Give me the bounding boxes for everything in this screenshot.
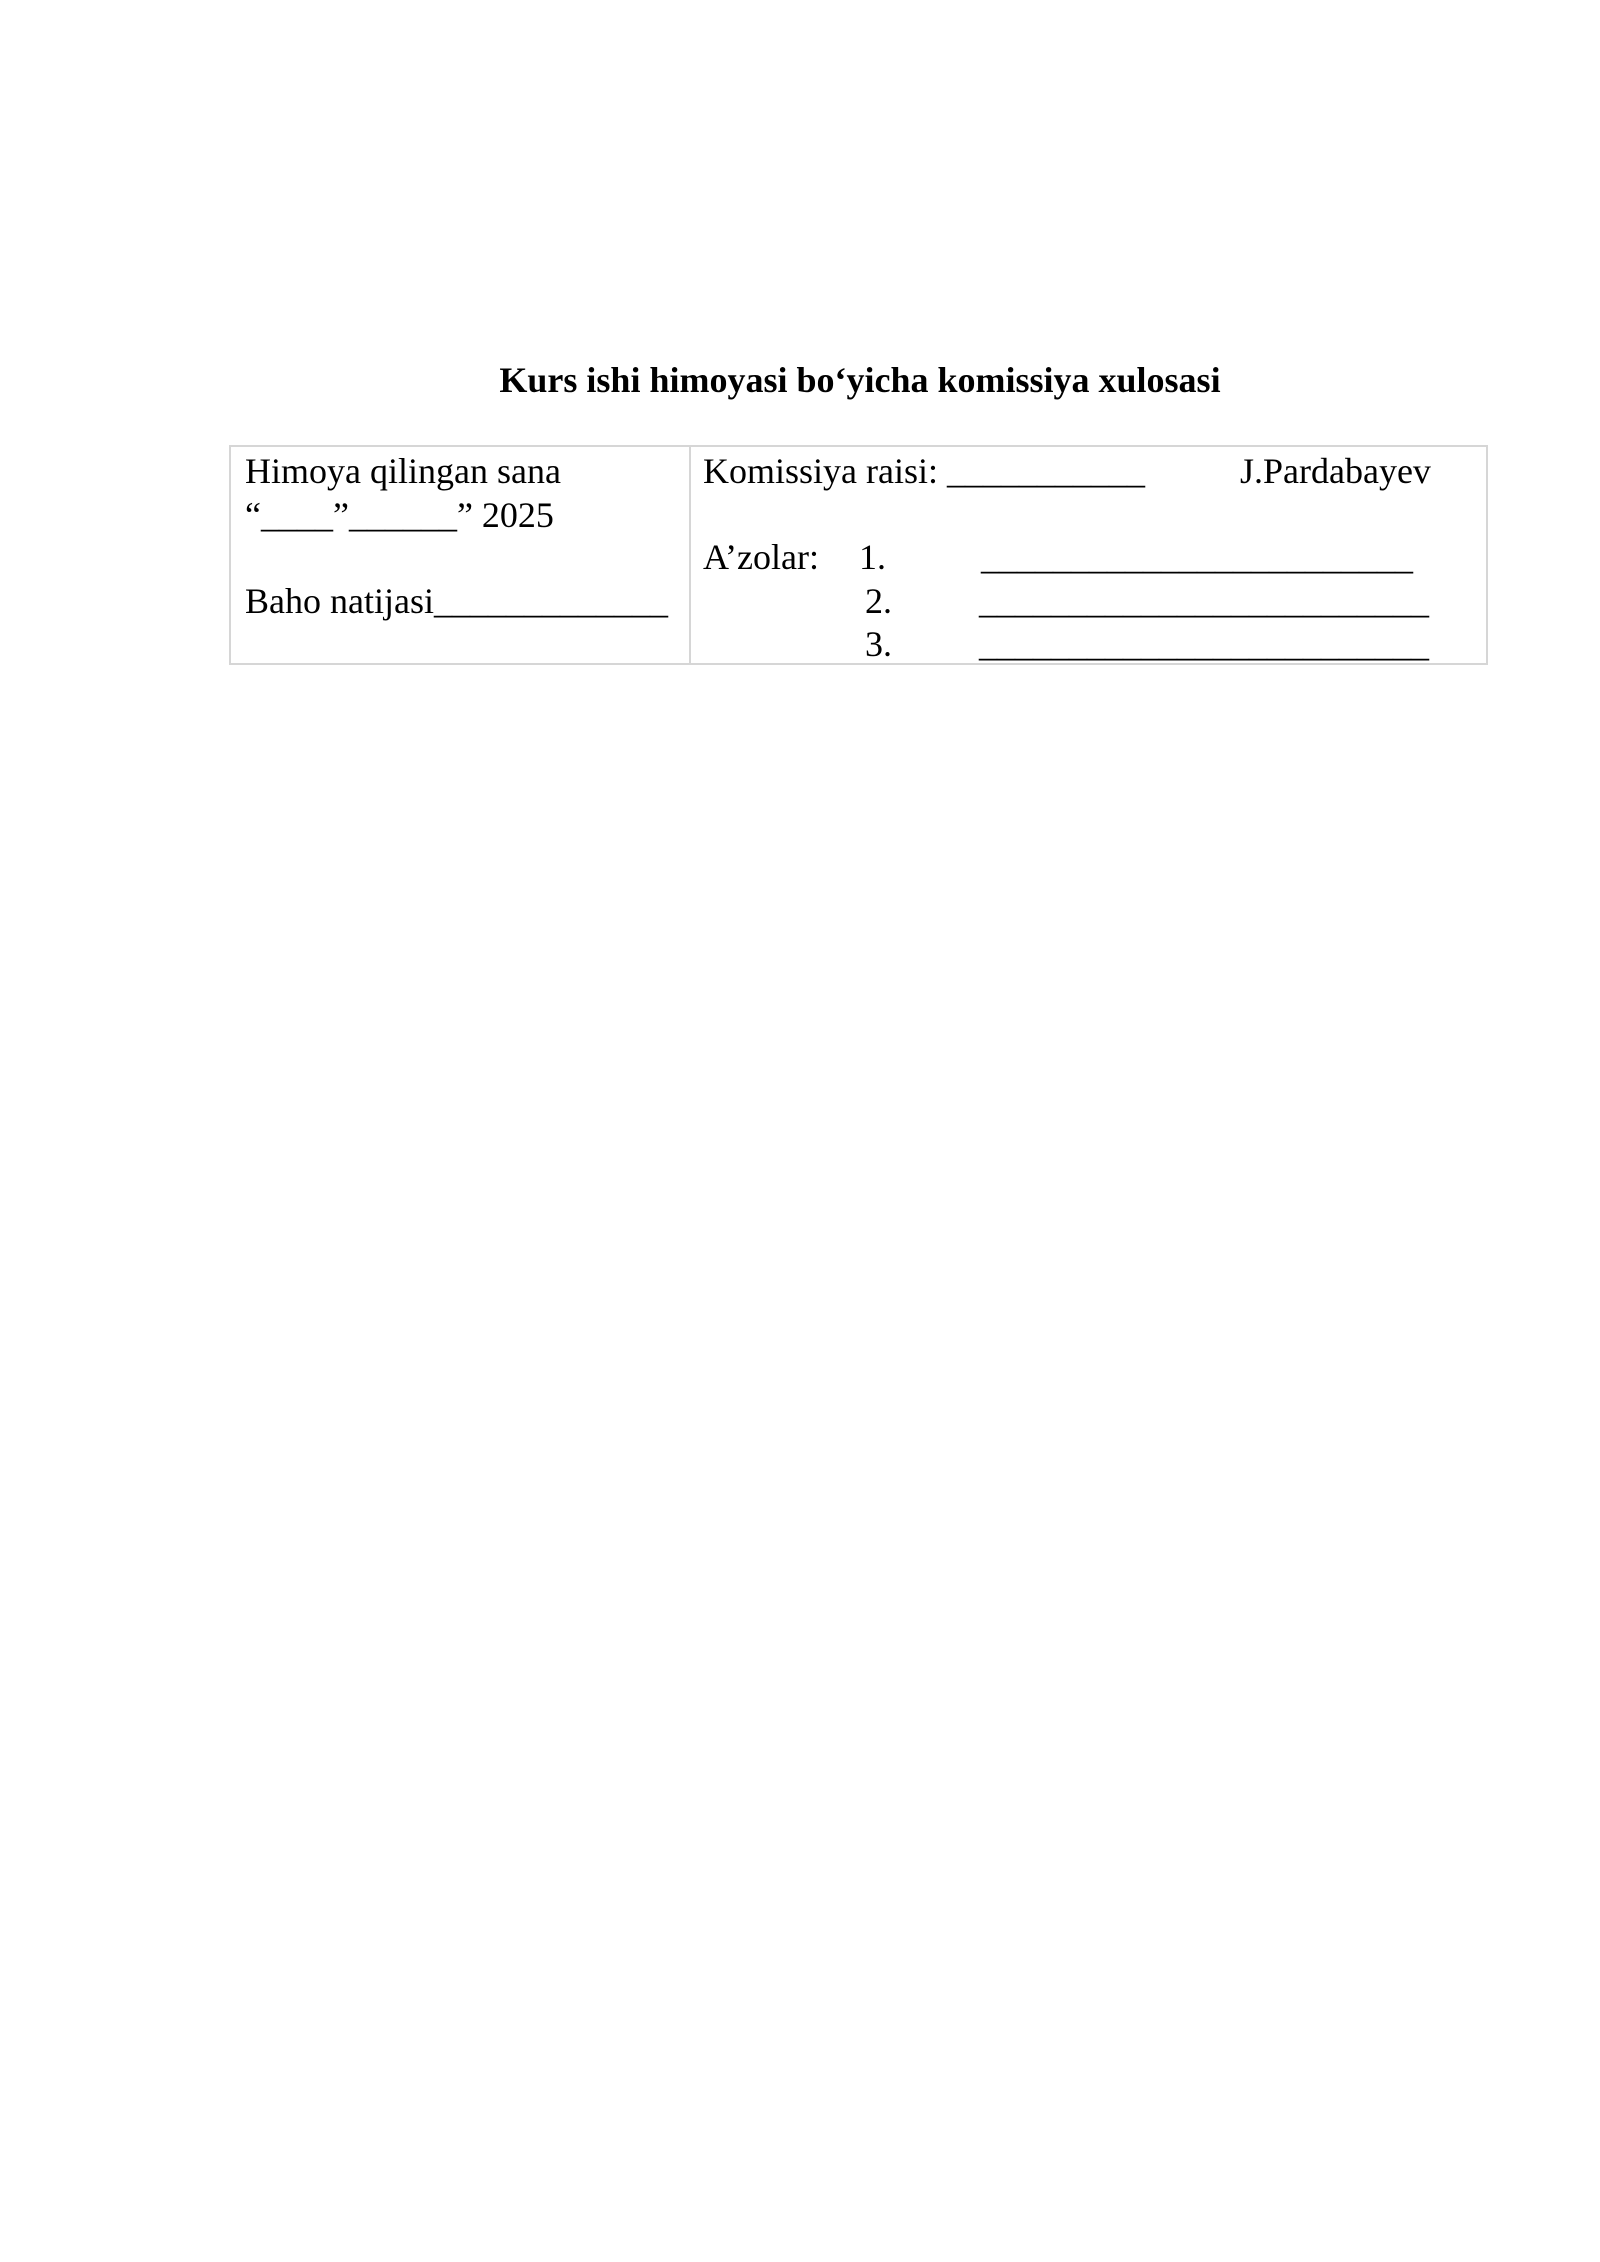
column-divider	[689, 447, 691, 663]
grade-blank: _____________	[433, 581, 668, 621]
grade-label: Baho natijasi	[245, 581, 434, 621]
defense-date-line: “____”______” 2025	[245, 495, 554, 535]
member-signature-blank-2: _________________________	[979, 581, 1429, 621]
defense-date-label: Himoya qilingan sana	[245, 451, 561, 491]
member-number-3: 3.	[865, 624, 892, 664]
chairman-line	[703, 449, 1145, 493]
chairman-name: J.Pardabayev	[1240, 451, 1431, 491]
document-title: Kurs ishi himoyasi bo‘yicha komissiya xulosasi	[499, 360, 1221, 400]
member-number-1: 1.	[859, 537, 886, 577]
members-label: A’zolar:	[703, 537, 819, 577]
member-signature-blank-1: ________________________	[981, 537, 1413, 577]
member-signature-blank-3: _________________________	[979, 624, 1429, 664]
chairman-signature-blank: ___________	[946, 451, 1145, 491]
member-number-2: 2.	[865, 581, 892, 621]
grade-result-line	[245, 579, 668, 623]
commission-conclusion-table	[229, 445, 1488, 665]
chairman-label: Komissiya raisi:	[703, 451, 938, 491]
